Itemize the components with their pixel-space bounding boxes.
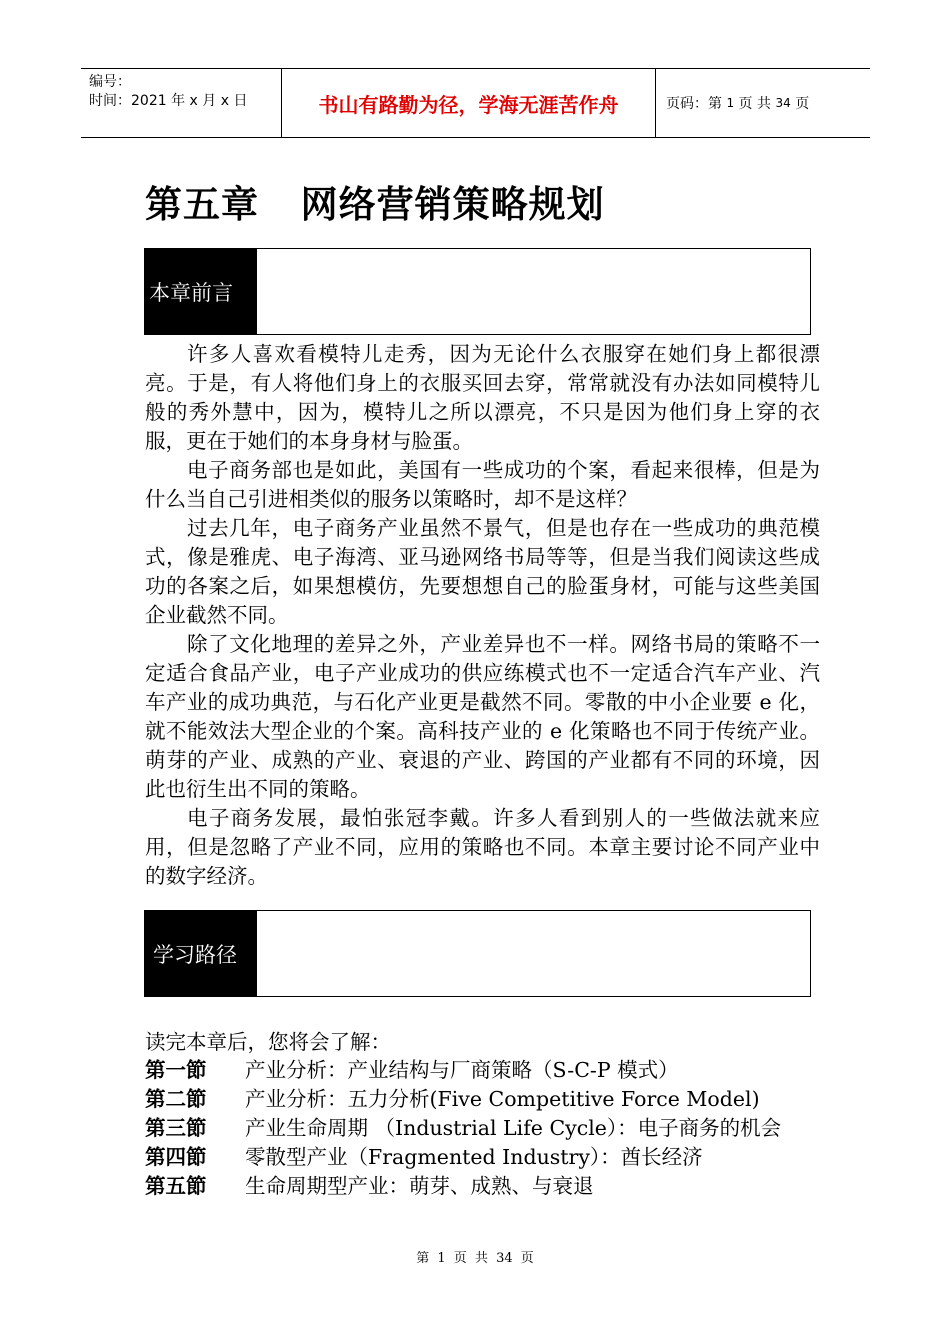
section-text: 生命周期型产业：萌芽、成熟、与衰退: [245, 1174, 594, 1198]
section-text: 零散型产业（Fragmented Industry）：酋长经济: [245, 1145, 703, 1169]
page-current: 1: [726, 96, 735, 110]
page-total: 34: [775, 96, 791, 110]
header-motto: 书山有路勤为径，学海无涯苦作舟: [281, 69, 656, 137]
footer-suffix: 页: [520, 1251, 534, 1266]
list-item: [145, 1172, 781, 1201]
paragraph: 除了文化地理的差异之外，产业差异也不一样。网络书局的策略不一定适合食品产业，电子产业成功的供应练模式也不一定适合汽车产业、汽车产业的成功典范，与石化产业更是截然不同。零散的中小企业要 e 化，就不能效法大型企业的个案。高科技产业的 e 化策略也不同于传统产业。萌芽的产业、成熟的产业、衰退的产业、跨国的产业都有不同的环境，因此也衍生出不同的策略。: [145, 632, 820, 801]
page-header-table: [81, 68, 870, 138]
footer-current: 1: [437, 1251, 446, 1266]
section-text: 产业分析：产业结构与厂商策略（S-C-P 模式）: [245, 1058, 679, 1082]
learning-path-label: 学习路径: [145, 911, 257, 996]
footer-total: 34: [496, 1251, 513, 1266]
learning-path-intro: 读完本章后，您将会了解：: [145, 1030, 391, 1054]
chapter-title: 第五章 网络营销策略规划: [145, 183, 605, 226]
header-page-number: [656, 69, 870, 137]
time-label: 时间：2021 年 x 月 x 日: [89, 93, 248, 109]
section-number: 第五節: [145, 1174, 207, 1198]
list-item: [145, 1114, 781, 1143]
section-number: 第一節: [145, 1058, 207, 1082]
section-number: 第三節: [145, 1116, 207, 1140]
paragraph: 电子商务发展，最怕张冠李戴。许多人看到别人的一些做法就来应用，但是忽略了产业不同，应用的策略也不同。本章主要讨论不同产业中的数字经济。: [145, 806, 820, 888]
page-prefix: 页码：第: [666, 96, 722, 112]
page-suffix: 页: [795, 96, 810, 112]
paragraph: 电子商务部也是如此，美国有一些成功的个案，看起来很棒，但是为什么当自己引进相类似的服务以策略时，却不是这样？: [145, 458, 820, 511]
list-item: [145, 1085, 781, 1114]
header-meta-cell: [81, 69, 281, 137]
footer-mid: 页 共: [453, 1251, 488, 1266]
list-item: [145, 1143, 781, 1172]
learning-path-list: [145, 1056, 781, 1201]
section-text: 产业分析：五力分析(Five Competitive Force Model): [245, 1087, 760, 1111]
preface-section-box: [144, 248, 811, 335]
preface-body: [145, 340, 820, 891]
page-footer: [0, 1247, 950, 1266]
section-number: 第二節: [145, 1087, 207, 1111]
section-text: 产业生命周期 （Industrial Life Cycle）：电子商务的机会: [245, 1116, 782, 1140]
footer-prefix: 第: [416, 1251, 430, 1266]
section-number: 第四節: [145, 1145, 207, 1169]
paragraph: 许多人喜欢看模特儿走秀，因为无论什么衣服穿在她们身上都很漂亮。于是，有人将他们身上的衣服买回去穿，常常就没有办法如同模特儿般的秀外慧中，因为，模特儿之所以漂亮，不只是因为他们身上穿的衣服，更在于她们的本身身材与脸蛋。: [145, 342, 820, 453]
list-item: [145, 1056, 781, 1085]
serial-label: 编号：: [89, 74, 131, 90]
preface-label: 本章前言: [145, 249, 257, 334]
learning-path-section-box: [144, 910, 811, 997]
paragraph: 过去几年，电子商务产业虽然不景气，但是也存在一些成功的典范模式，像是雅虎、电子海湾、亚马逊网络书局等等，但是当我们阅读这些成功的各案之后，如果想模仿，先要想想自己的脸蛋身材，可能与这些美国企业截然不同。: [145, 516, 820, 627]
page-mid: 页 共: [738, 96, 771, 112]
